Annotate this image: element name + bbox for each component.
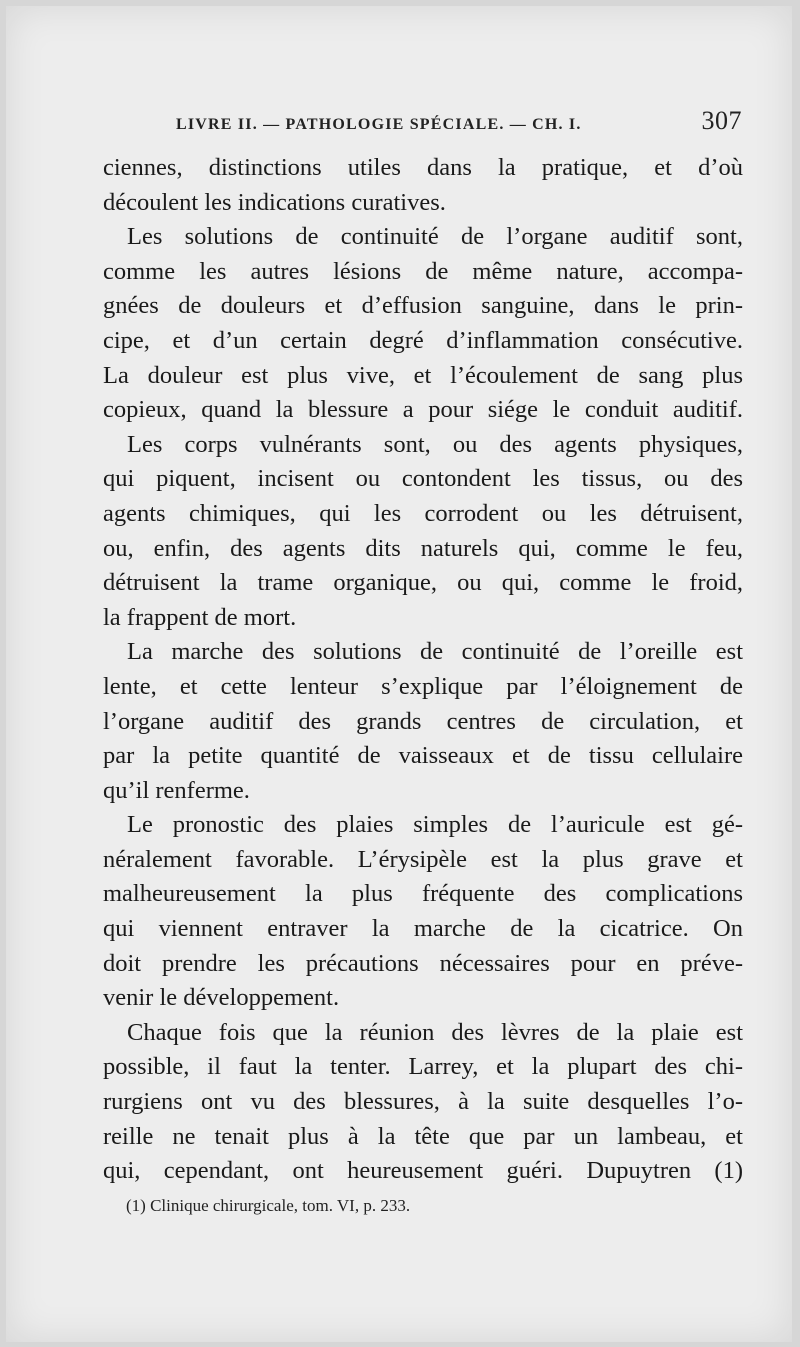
text-line: qui viennent entraver la marche de la cicatrice. On xyxy=(103,915,743,943)
text-line: la frappent de mort. xyxy=(103,603,297,631)
text-line: découlent les indications curatives. xyxy=(103,188,446,216)
text-line: La marche des solutions de continuité de l’oreille est xyxy=(127,638,743,666)
text-line: La douleur est plus vive, et l’écoulement de sang plus xyxy=(103,361,743,389)
text-line: qu’il renferme. xyxy=(103,776,250,804)
text-line: malheureusement la plus fréquente des complications xyxy=(103,880,743,908)
text-line: qui, cependant, ont heureusement guéri. Dupuytren (1) xyxy=(103,1157,743,1185)
text-line: l’organe auditif des grands centres de circulation, et xyxy=(103,707,743,735)
body-text xyxy=(103,151,743,1189)
text-line: venir le développement. xyxy=(103,984,340,1012)
text-line: Chaque fois que la réunion des lèvres de la plaie est xyxy=(127,1018,743,1046)
running-header xyxy=(176,106,742,146)
text-line: néralement favorable. L’érysipèle est la plus grave et xyxy=(103,845,743,873)
text-line: agents chimiques, qui les corrodent ou les détruisent, xyxy=(103,499,743,527)
text-line: Le pronostic des plaies simples de l’auricule est gé- xyxy=(127,811,743,839)
text-line: doit prendre les précautions nécessaires pour en préve- xyxy=(103,949,743,977)
text-line: reille ne tenait plus à la tête que par un lambeau, et xyxy=(103,1122,743,1150)
running-title: LIVRE II. — PATHOLOGIE SPÉCIALE. — CH. I. xyxy=(176,116,582,133)
text-line: Les solutions de continuité de l’organe auditif sont, xyxy=(127,223,743,251)
text-line: possible, il faut la tenter. Larrey, et la plupart des chi- xyxy=(103,1053,743,1081)
text-line: rurgiens ont vu des blessures, à la suite desquelles l’o- xyxy=(103,1088,743,1116)
text-line: ou, enfin, des agents dits naturels qui, comme le feu, xyxy=(103,534,743,562)
book-page xyxy=(6,6,792,1342)
text-line: gnées de douleurs et d’effusion sanguine, dans le prin- xyxy=(103,292,743,320)
text-line: par la petite quantité de vaisseaux et de tissu cellulaire xyxy=(103,742,743,770)
text-line: copieux, quand la blessure a pour siége le conduit auditif. xyxy=(103,396,743,424)
text-line: cipe, et d’un certain degré d’inflammation consécutive. xyxy=(103,326,743,354)
text-line: qui piquent, incisent ou contondent les tissus, ou des xyxy=(103,465,743,493)
text-line: comme les autres lésions de même nature, accompa- xyxy=(103,257,743,285)
text-line: détruisent la trame organique, ou qui, comme le froid, xyxy=(103,569,743,597)
footnote: (1) Clinique chirurgicale, tom. VI, p. 233. xyxy=(126,1196,411,1215)
text-line: ciennes, distinctions utiles dans la pratique, et d’où xyxy=(103,154,743,181)
page-number: 307 xyxy=(701,106,742,135)
text-line: Les corps vulnérants sont, ou des agents physiques, xyxy=(127,430,743,458)
text-line: lente, et cette lenteur s’explique par l’éloignement de xyxy=(103,672,743,700)
